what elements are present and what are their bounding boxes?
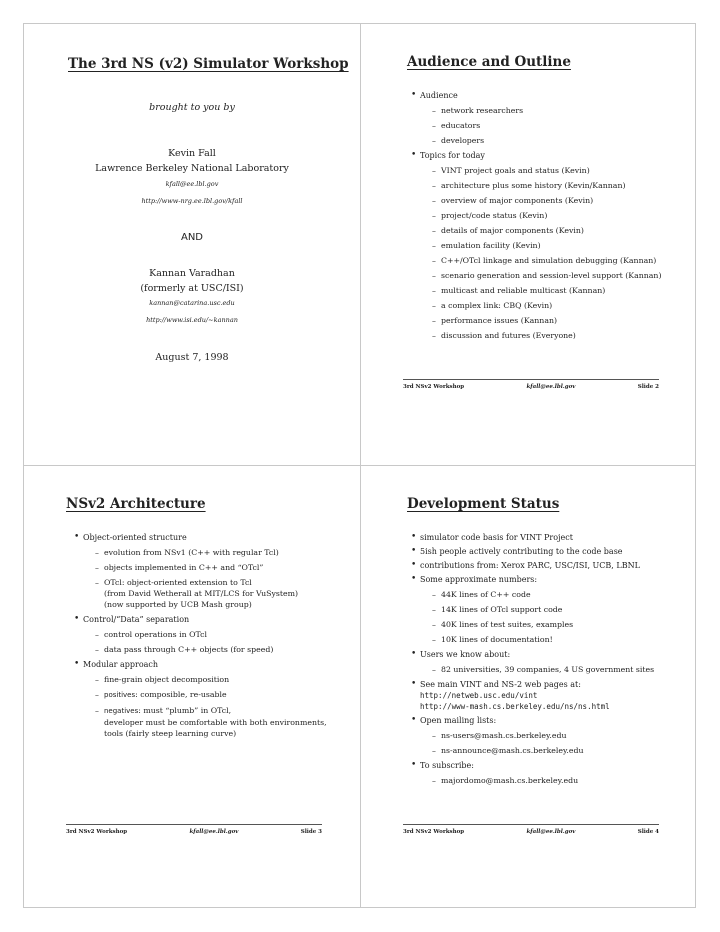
and-label: AND bbox=[180, 232, 204, 243]
list-item: – control operations in OTcl bbox=[83, 629, 354, 640]
list-item bbox=[83, 705, 354, 739]
email-2: kannan@catarina.usc.edu bbox=[149, 299, 235, 307]
email-1: kfall@ee.lbl.gov bbox=[165, 180, 219, 188]
list-item bbox=[74, 532, 354, 610]
slide-title: The 3rd NS (v2) Simulator Workshop bbox=[68, 56, 349, 72]
list-item: – majordomo@mash.cs.berkeley.edu bbox=[420, 775, 691, 786]
list-item: – educators bbox=[420, 120, 691, 131]
list-item: • simulator code basis for VINT Project bbox=[411, 532, 691, 543]
negatives-label: negatives bbox=[104, 707, 139, 715]
list-item: – objects implemented in C++ and “OTcl” bbox=[83, 562, 354, 573]
footer-slide-number: Slide 3 bbox=[300, 829, 322, 835]
footer-rule bbox=[66, 824, 322, 825]
bullet-text: Open mailing lists: bbox=[420, 716, 497, 725]
bullet-text: Modular approach bbox=[83, 660, 159, 669]
footer-email: kfall@ee.lbl.gov bbox=[189, 829, 239, 835]
slide-footer bbox=[403, 384, 659, 390]
url-2: http://www.isi.edu/~kannan bbox=[146, 316, 238, 324]
author-2: Kannan Varadhan bbox=[149, 268, 235, 279]
list-item: – details of major components (Kevin) bbox=[420, 225, 691, 236]
list-item bbox=[74, 614, 354, 655]
list-item: – discussion and futures (Everyone) bbox=[420, 330, 691, 341]
list-item: – 44K lines of C++ code bbox=[420, 589, 691, 600]
footer-email: kfall@ee.lbl.gov bbox=[526, 384, 576, 390]
bullet-text: Control/“Data” separation bbox=[83, 615, 190, 624]
url-1: http://www-nrg.ee.lbl.gov/kfall bbox=[141, 197, 243, 205]
author-1: Kevin Fall bbox=[168, 148, 216, 159]
list-item: – scenario generation and session-level support (Kannan) bbox=[420, 270, 691, 281]
list-item: – network researchers bbox=[420, 105, 691, 116]
list-item bbox=[411, 649, 691, 675]
architecture-list bbox=[74, 532, 354, 743]
positives-label: positives bbox=[104, 691, 136, 699]
slide-1 bbox=[24, 24, 360, 466]
list-item: – C++/OTcl linkage and simulation debugging (Kannan) bbox=[420, 255, 691, 266]
list-item bbox=[411, 679, 691, 712]
footer-left: 3rd NSv2 Workshop bbox=[403, 829, 465, 835]
list-item: – evolution from NSv1 (C++ with regular Tcl) bbox=[83, 547, 354, 558]
list-item: • contributions from: Xerox PARC, USC/ISI, UCB, LBNL bbox=[411, 560, 691, 571]
list-item: – developers bbox=[420, 135, 691, 146]
org-1: Lawrence Berkeley National Laboratory bbox=[95, 163, 289, 174]
slide-title: Audience and Outline bbox=[407, 54, 571, 70]
slide-2 bbox=[361, 24, 697, 466]
slide-title: NSv2 Architecture bbox=[66, 496, 206, 512]
list-item: • 5ish people actively contributing to the code base bbox=[411, 546, 691, 557]
footer-slide-number: Slide 4 bbox=[637, 829, 659, 835]
positives-text: : composible, re-usable bbox=[135, 690, 227, 699]
footer-left: 3rd NSv2 Workshop bbox=[403, 384, 465, 390]
slide-4 bbox=[361, 466, 697, 908]
org-2: (formerly at USC/ISI) bbox=[140, 283, 244, 294]
list-item: – 82 universities, 39 companies, 4 US government sites bbox=[420, 664, 691, 675]
list-item: – 40K lines of test suites, examples bbox=[420, 619, 691, 630]
bullet-text: Users we know about: bbox=[420, 650, 511, 659]
brought-by: brought to you by bbox=[149, 102, 235, 113]
slide-footer bbox=[66, 829, 322, 835]
list-item bbox=[411, 760, 691, 786]
slide-3 bbox=[24, 466, 360, 908]
list-item: – emulation facility (Kevin) bbox=[420, 240, 691, 251]
list-item: – ns-users@mash.cs.berkeley.edu bbox=[420, 730, 691, 741]
list-item: – multicast and reliable multicast (Kannan) bbox=[420, 285, 691, 296]
footer-rule bbox=[403, 379, 659, 380]
bullet-text: Object-oriented structure bbox=[83, 533, 187, 542]
list-item: – VINT project goals and status (Kevin) bbox=[420, 165, 691, 176]
list-item: – project/code status (Kevin) bbox=[420, 210, 691, 221]
bullet-text: Audience bbox=[420, 91, 458, 100]
bullet-text: To subscribe: bbox=[420, 761, 474, 770]
bullet-text: Topics for today bbox=[420, 151, 485, 160]
slide-footer bbox=[403, 829, 659, 835]
web-link[interactable]: http://www-mash.cs.berkeley.edu/ns/ns.html bbox=[420, 702, 610, 711]
date: August 7, 1998 bbox=[155, 352, 229, 363]
list-item: – data pass through C++ objects (for speed) bbox=[83, 644, 354, 655]
negatives-text: : must “plumb” in OTcl, developer must be comfortable with both environments, tools (fairly steep learning curve) bbox=[104, 706, 327, 738]
list-item: – a complex link: CBQ (Kevin) bbox=[420, 300, 691, 311]
list-item: – ns-announce@mash.cs.berkeley.edu bbox=[420, 745, 691, 756]
list-item: – fine-grain object decomposition bbox=[83, 674, 354, 685]
list-item bbox=[83, 689, 354, 701]
list-item bbox=[411, 90, 691, 146]
list-item: – performance issues (Kannan) bbox=[420, 315, 691, 326]
list-item: – 14K lines of OTcl support code bbox=[420, 604, 691, 615]
list-item: – overview of major components (Kevin) bbox=[420, 195, 691, 206]
footer-slide-number: Slide 2 bbox=[637, 384, 659, 390]
list-item bbox=[411, 715, 691, 756]
slide-title: Development Status bbox=[407, 496, 560, 512]
bullet-text: See main VINT and NS-2 web pages at: bbox=[420, 680, 581, 689]
footer-left: 3rd NSv2 Workshop bbox=[66, 829, 128, 835]
status-list bbox=[411, 532, 691, 790]
list-item: – architecture plus some history (Kevin/Kannan) bbox=[420, 180, 691, 191]
list-item: – OTcl: object-oriented extension to Tcl (from David Wetherall at MIT/LCS for VuSystem) (now supported by UCB Mash group) bbox=[83, 577, 354, 610]
web-link[interactable]: http://netweb.usc.edu/vint bbox=[420, 691, 538, 700]
list-item bbox=[411, 574, 691, 645]
footer-rule bbox=[403, 824, 659, 825]
list-item bbox=[411, 150, 691, 341]
list-item bbox=[74, 659, 354, 739]
footer-email: kfall@ee.lbl.gov bbox=[526, 829, 576, 835]
outline-list bbox=[411, 90, 691, 345]
bullet-text: Some approximate numbers: bbox=[420, 575, 538, 584]
list-item: – 10K lines of documentation! bbox=[420, 634, 691, 645]
